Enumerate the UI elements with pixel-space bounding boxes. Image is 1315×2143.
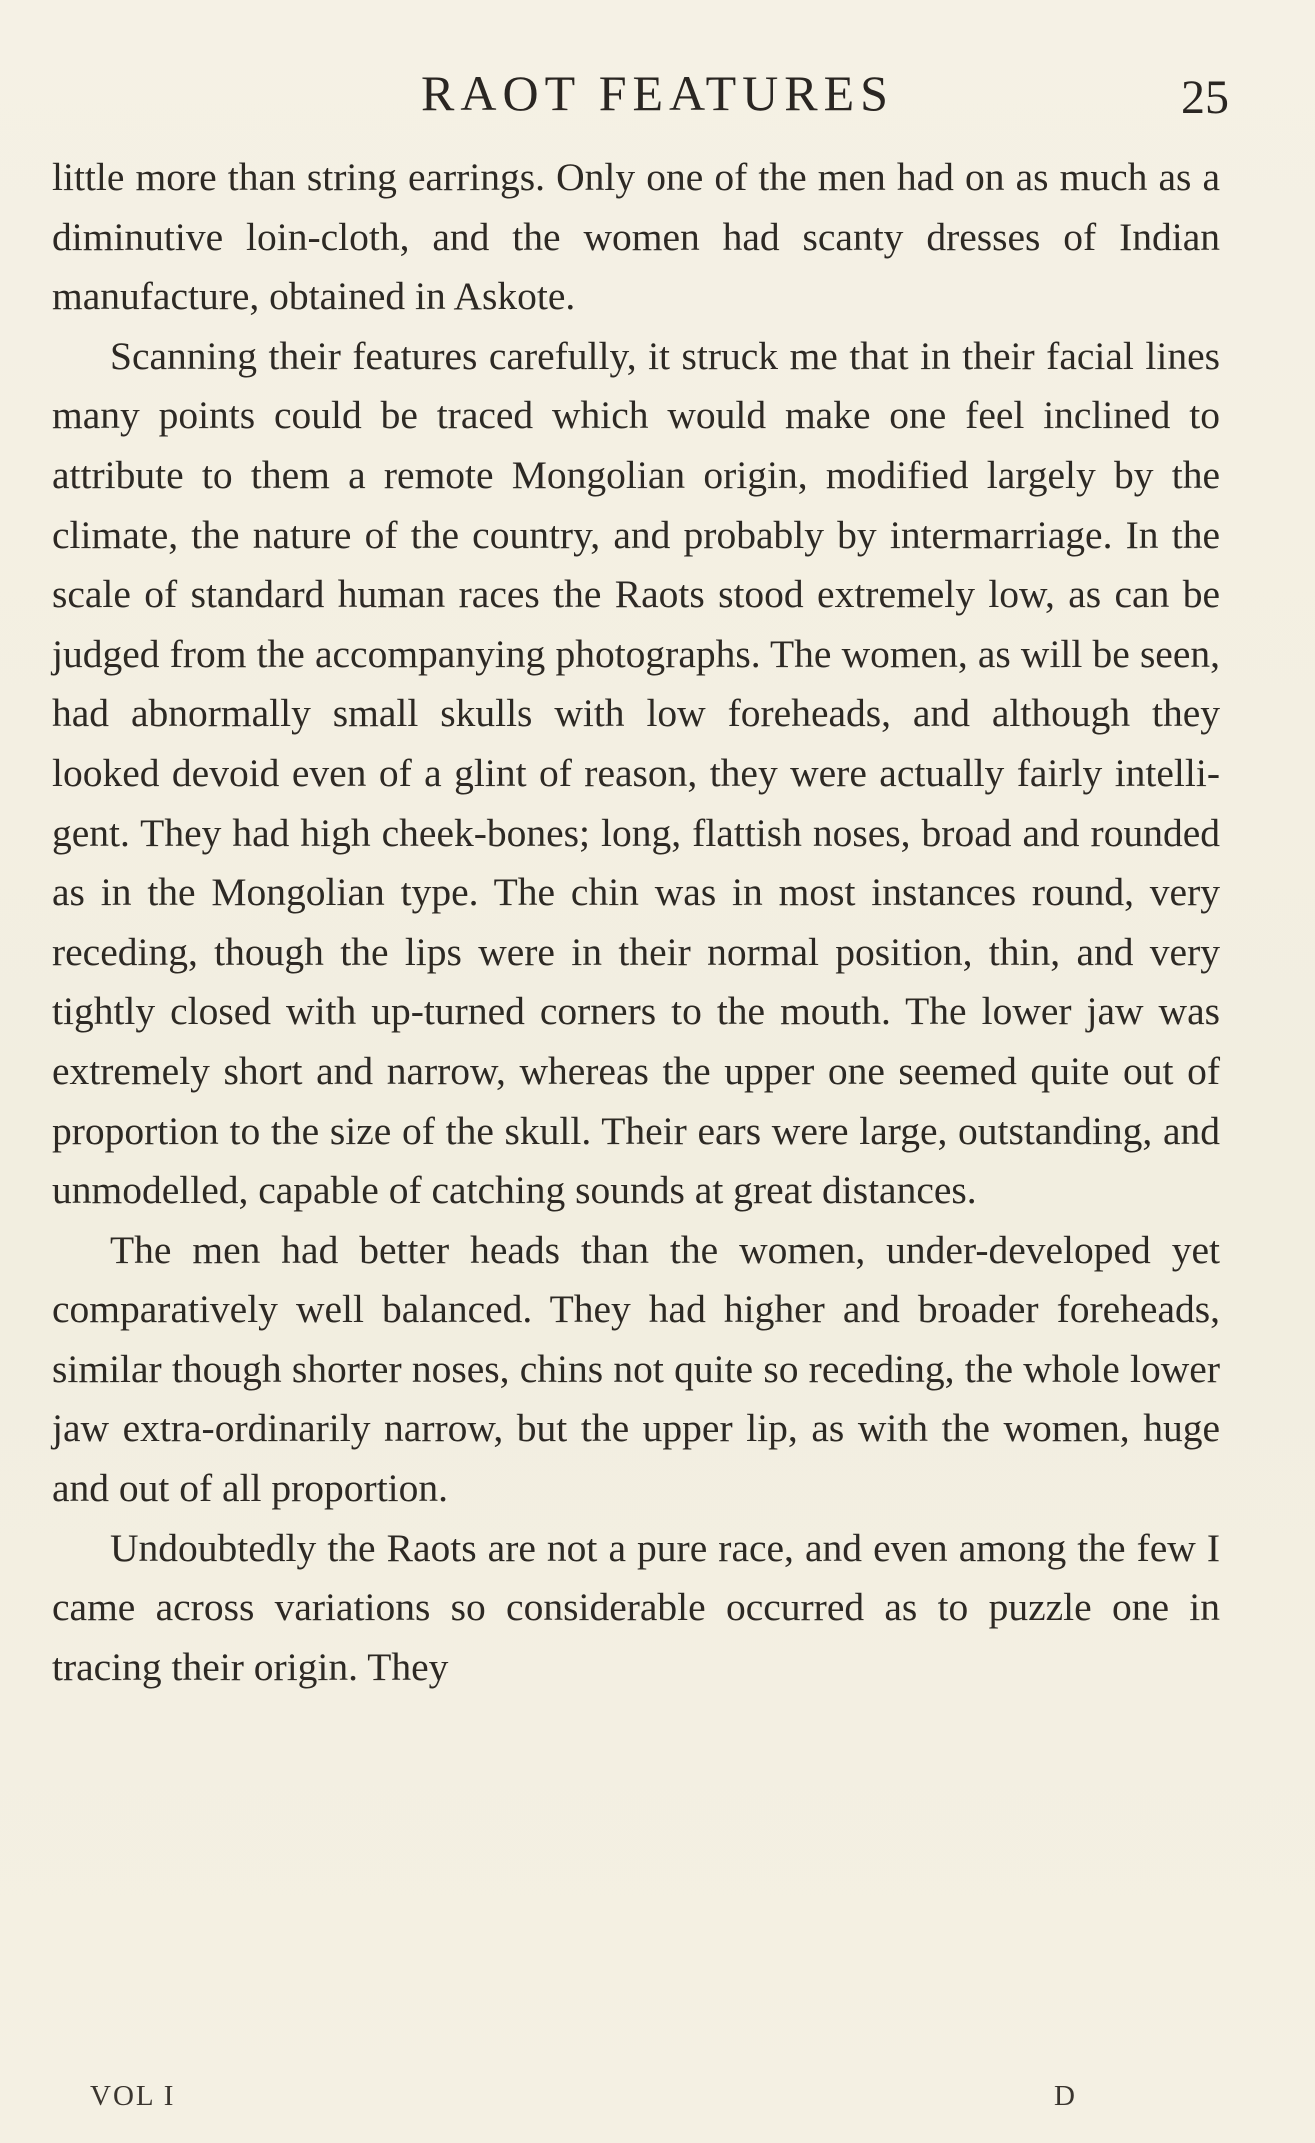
paragraph-features: Scanning their features carefully, it struck me that in their facial lines many points could be traced which would make one feel inclined to attribute to them a remote Mongolian origin, modified largely by the climate, the nature of the country, and probably by intermarriage. In the scale of standard human races the Raots stood extremely low, as can be judged from the accompanying photographs. The women, as will be seen, had abnormally small skulls with low foreheads, and although they looked devoid even of a glint of reason, they were actually fairly intelli-gent. They had high cheek-bones; long, flattish noses, broad and rounded as in the Mongolian type. The chin was in most instances round, very receding, though the lips were in their normal position, thin, and very tightly closed with up-turned corners to the mouth. The lower jaw was extremely short and narrow, whereas the upper one seemed quite out of proportion to the size of the skull. Their ears were large, outstanding, and unmodelled, capable of catching sounds at great distances. [52, 333, 1220, 1213]
page-header [0, 64, 1315, 124]
running-head: RAOT FEATURES [421, 65, 894, 121]
paragraph-men: The men had better heads than the women, under-developed yet comparatively well balanced. They had higher and broader foreheads, similar though shorter noses, chins not quite so receding, the whole lower jaw extra-ordinarily narrow, but the upper lip, as with the women, huge and out of all proportion. [52, 1227, 1220, 1511]
page-number: 25 [1181, 71, 1229, 124]
paragraph-continuation: little more than string earrings. Only one of the men had on as much as a diminutive loin-cloth, and the women had scanty dresses of Indian manufacture, obtained in Askote. [52, 155, 1220, 319]
volume-signature: VOL I [90, 2080, 176, 2112]
body-text [52, 148, 1220, 1697]
paragraph-origin: Undoubtedly the Raots are not a pure race, and even among the few I came across variations so considerable occurred as to puzzle one in tracing their origin. They [52, 1525, 1220, 1689]
page-footer [0, 2080, 1315, 2120]
gathering-signature: D [1054, 2080, 1075, 2112]
